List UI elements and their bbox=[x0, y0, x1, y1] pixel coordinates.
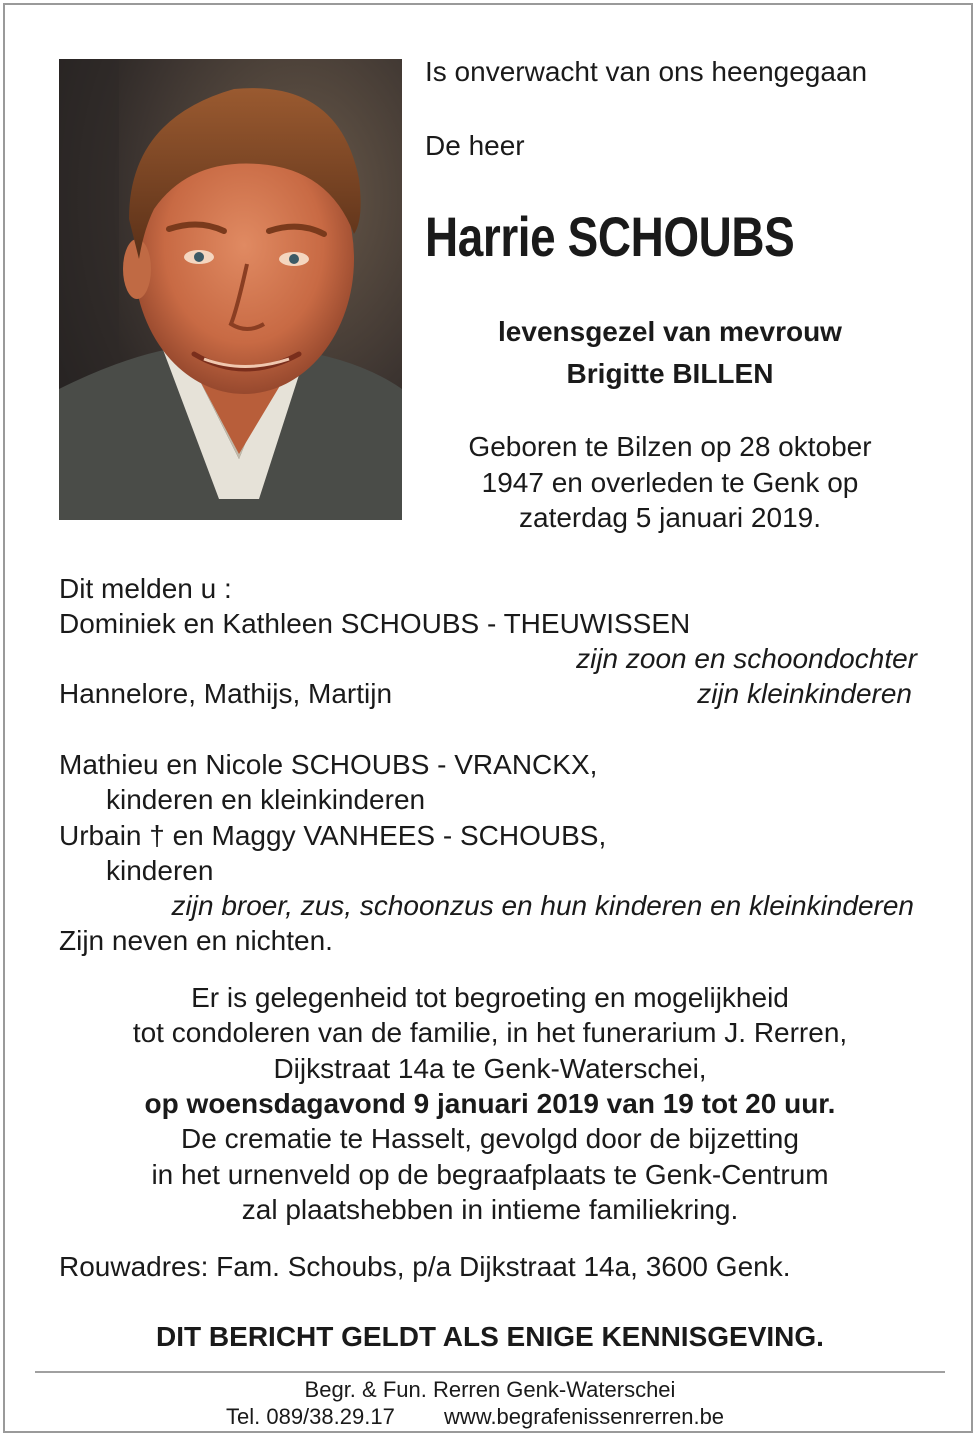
siblings-relation: zijn broer, zus, schoonzus en hun kinderen en kleinkinderen bbox=[171, 890, 914, 921]
footer-divider bbox=[35, 1371, 945, 1373]
grandchildren-names: Hannelore, Mathijs, Martijn bbox=[59, 678, 393, 709]
visitation-date: op woensdagavond 9 januari 2019 van 19 tot 20 uur. bbox=[144, 1088, 836, 1119]
deceased-name: Harrie SCHOUBS bbox=[425, 205, 795, 268]
honorific: De heer bbox=[425, 130, 525, 161]
visitation-line-3: Dijkstraat 14a te Genk-Waterschei, bbox=[273, 1053, 707, 1084]
son-names: Dominiek en Kathleen SCHOUBS - THEUWISSEN bbox=[59, 608, 691, 639]
intro-text: Is onverwacht van ons heengegaan bbox=[425, 56, 868, 87]
partner-line-2: Brigitte BILLEN bbox=[566, 358, 774, 389]
footer-company: Begr. & Fun. Rerren Genk-Waterschei bbox=[304, 1377, 676, 1402]
cousins: Zijn neven en nichten. bbox=[59, 925, 333, 956]
son-relation: zijn zoon en schoondochter bbox=[576, 643, 917, 674]
sibling-2-names: Urbain † en Maggy VANHEES - SCHOUBS, bbox=[59, 820, 607, 851]
partner-line-1: levensgezel van mevrouw bbox=[498, 316, 842, 347]
grandchildren-relation: zijn kleinkinderen bbox=[697, 678, 912, 709]
sibling-2-sub: kinderen bbox=[106, 855, 214, 886]
visitation-line-2: tot condoleren van de familie, in het funerarium J. Rerren, bbox=[132, 1017, 848, 1048]
mourning-address: Rouwadres: Fam. Schoubs, p/a Dijkstraat 14a, 3600 Genk. bbox=[59, 1251, 791, 1282]
birth-line-3: zaterdag 5 januari 2019. bbox=[519, 502, 821, 533]
sibling-1-sub: kinderen en kleinkinderen bbox=[106, 784, 426, 815]
sibling-1-names: Mathieu en Nicole SCHOUBS - VRANCKX, bbox=[59, 749, 598, 780]
portrait-photo bbox=[59, 59, 402, 520]
birth-line-1: Geboren te Bilzen op 28 oktober bbox=[468, 431, 872, 462]
birth-line-2: 1947 en overleden te Genk op bbox=[481, 467, 859, 498]
visitation-line-7: zal plaatshebben in intieme familiekring. bbox=[241, 1194, 739, 1225]
visitation-line-6: in het urnenveld op de begraafplaats te Genk-Centrum bbox=[151, 1159, 829, 1190]
footer-website[interactable]: www.begrafenissenrerren.be bbox=[444, 1404, 725, 1429]
notice-statement: DIT BERICHT GELDT ALS ENIGE KENNISGEVING. bbox=[156, 1321, 824, 1352]
visitation-line-5: De crematie te Hasselt, gevolgd door de bijzetting bbox=[181, 1123, 799, 1154]
footer-phone: Tel. 089/38.29.17 bbox=[226, 1404, 395, 1429]
visitation-line-1: Er is gelegenheid tot begroeting en mogelijkheid bbox=[191, 982, 789, 1013]
announce-header: Dit melden u : bbox=[59, 573, 232, 604]
